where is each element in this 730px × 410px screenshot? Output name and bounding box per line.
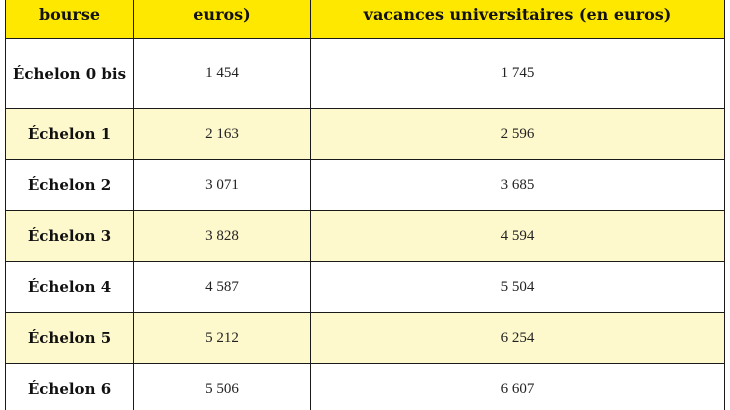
table-row xyxy=(6,364,725,410)
table-row xyxy=(6,160,725,211)
table-header-row xyxy=(6,0,725,39)
echelon-label: Échelon 1 xyxy=(6,109,134,160)
echelon-label: Échelon 6 xyxy=(6,364,134,410)
echelon-label: Échelon 4 xyxy=(6,262,134,313)
header-echelon: bourse xyxy=(6,0,134,39)
header-montant-annuel: euros) xyxy=(134,0,311,39)
montant-vacances-cell: 5 504 xyxy=(311,262,725,313)
montant-vacances-cell: 4 594 xyxy=(311,211,725,262)
montant-annuel-cell: 3 828 xyxy=(134,211,311,262)
table-row xyxy=(6,39,725,109)
header-montant-vacances: vacances universitaires (en euros) xyxy=(311,0,725,39)
montant-annuel-cell: 2 163 xyxy=(134,109,311,160)
table-row xyxy=(6,211,725,262)
table-row xyxy=(6,109,725,160)
echelon-label: Échelon 3 xyxy=(6,211,134,262)
bourse-echelon-table xyxy=(5,0,725,410)
montant-vacances-cell: 6 607 xyxy=(311,364,725,410)
montant-annuel-cell: 1 454 xyxy=(134,39,311,109)
montant-vacances-cell: 3 685 xyxy=(311,160,725,211)
montant-annuel-cell: 5 212 xyxy=(134,313,311,364)
echelon-label: Échelon 5 xyxy=(6,313,134,364)
montant-vacances-cell: 1 745 xyxy=(311,39,725,109)
table-row xyxy=(6,262,725,313)
montant-annuel-cell: 5 506 xyxy=(134,364,311,410)
echelon-label: Échelon 2 xyxy=(6,160,134,211)
montant-vacances-cell: 2 596 xyxy=(311,109,725,160)
montant-annuel-cell: 3 071 xyxy=(134,160,311,211)
table-row xyxy=(6,313,725,364)
montant-annuel-cell: 4 587 xyxy=(134,262,311,313)
echelon-label: Échelon 0 bis xyxy=(6,39,134,109)
montant-vacances-cell: 6 254 xyxy=(311,313,725,364)
